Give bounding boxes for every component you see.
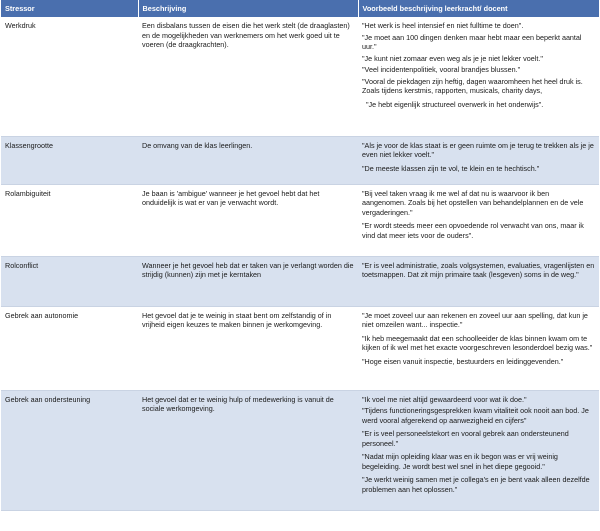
quote: "Tijdens functioneringsgesprekken kwam vitaliteit ook nooit aan bod. Je werd vooral afgerekend op aanwezigheid en cijfers" xyxy=(362,406,589,425)
beschrijving-cell: Wanneer je het gevoel heb dat er taken van je verlangt worden die strijdig (kunnen) zijn met je kerntaken xyxy=(138,256,358,306)
header-row xyxy=(1,0,599,17)
header-beschrijving: Beschrijving xyxy=(138,0,358,17)
beschrijving-cell: Een disbalans tussen de eisen die het werk stelt (de draaglasten) en de mogelijkheden van werknemers om het werk goed uit te voeren (de draagkrachten). xyxy=(138,17,358,136)
voorbeeld-cell xyxy=(358,306,599,390)
quote: "Je hebt eigenlijk structureel overwerk in het onderwijs". xyxy=(366,99,544,109)
quote: "Er wordt steeds meer een opvoedende rol verwacht van ons, maar ik vind dat meer iets voor de ouders". xyxy=(362,221,584,240)
table-row xyxy=(1,17,599,136)
table-row xyxy=(1,136,599,184)
quote: "Er is veel personeelstekort en vooral gebrek aan ondersteunend personeel." xyxy=(362,429,569,448)
quote: "Nadat mijn opleiding klaar was en ik begon was er vrij weinig begeleiding. Je wordt best wel snel in het diepe gegooid." xyxy=(362,452,558,471)
stressor-cell: Rolambiguiteit xyxy=(1,184,138,256)
stressor-cell: Rolconflict xyxy=(1,256,138,306)
quote: "Het werk is heel intensief en niet fulltime te doen". xyxy=(362,21,524,30)
table-row xyxy=(1,390,599,510)
table-row xyxy=(1,184,599,256)
beschrijving-cell: De omvang van de klas leerlingen. xyxy=(138,136,358,184)
voorbeeld-cell xyxy=(358,17,599,136)
quote: "Er is veel administratie, zoals volgsystemen, evaluaties, vragenlijsten en toetsmappen. Dat zit mijn primaire taak (lesgeven) soms in de weg." xyxy=(362,260,595,279)
quote: "Je moet aan 100 dingen denken maar hebt maar een beperkt aantal uur." xyxy=(362,32,582,51)
table-row xyxy=(1,306,599,390)
beschrijving-cell: Het gevoel dat je te weinig in staat bent om zelfstandig of in vrijheid eigen keuzes te maken binnen je werkomgeving. xyxy=(138,306,358,390)
stressor-cell: Werkdruk xyxy=(1,17,138,136)
quote: "Hoge eisen vanuit inspectie, bestuurders en leidinggevenden." xyxy=(362,356,564,366)
quote: "Ik heb meegemaakt dat een schoolleeider de klas binnen kwam om te kijken of ik wel met het exacte voorgeschreven lesonderdoel bezig was." xyxy=(362,333,593,352)
quote: "Je kunt niet zomaar even weg als je je niet lekker voelt." xyxy=(362,53,543,63)
voorbeeld-cell xyxy=(358,390,599,510)
quote: "Ik voel me niet altijd gewaardeerd voor wat ik doe." xyxy=(362,394,527,404)
beschrijving-cell: Je baan is 'ambigue' wanneer je het gevoel hebt dat het onduidelijk is wat er van je verwacht wordt. xyxy=(138,184,358,256)
beschrijving-cell: Het gevoel dat er te weinig hulp of medewerking is vanuit de sociale werkomgeving. xyxy=(138,390,358,510)
quote: "De meeste klassen zijn te vol, te klein en te hechtisch." xyxy=(362,163,540,173)
stressor-cell: Klassengrootte xyxy=(1,136,138,184)
stressor-table xyxy=(1,0,600,511)
quote: "Veel incidentenpolitiek, vooral brandjes blussen." xyxy=(362,65,521,74)
voorbeeld-cell xyxy=(358,256,599,306)
header-stressor: Stressor xyxy=(1,0,138,17)
quote: "Bij veel taken vraag ik me wel af dat nu is waarvoor ik ben aangenomen. Zoals bij het opstellen van behandelplannen en de vele vergaderingen." xyxy=(362,188,584,217)
voorbeeld-cell xyxy=(358,184,599,256)
header-voorbeeld: Voorbeeld beschrijving leerkracht/ docent xyxy=(358,0,599,17)
voorbeeld-cell xyxy=(358,136,599,184)
quote: "Als je voor de klas staat is er geen ruimte om je terug te trekken als je je even niet lekker voelt." xyxy=(362,140,594,159)
stressor-cell: Gebrek aan ondersteuning xyxy=(1,390,138,510)
quote: "Vooral de piekdagen zijn heftig, dagen waaromheen het heel druk is. Zoals tijdens kerstmis, rapporten, musicals, charity days, xyxy=(362,76,583,95)
table-row xyxy=(1,256,599,306)
quote: "Je werkt weinig samen met je collega's en je bent vaak alleen dezelfde problemen aan het oplossen." xyxy=(362,475,590,494)
quote: "Je moet zoveel uur aan rekenen en zoveel uur aan spelling, dat kun je niet omzeilen want... inspectie." xyxy=(362,310,588,329)
stressor-cell: Gebrek aan autonomie xyxy=(1,306,138,390)
